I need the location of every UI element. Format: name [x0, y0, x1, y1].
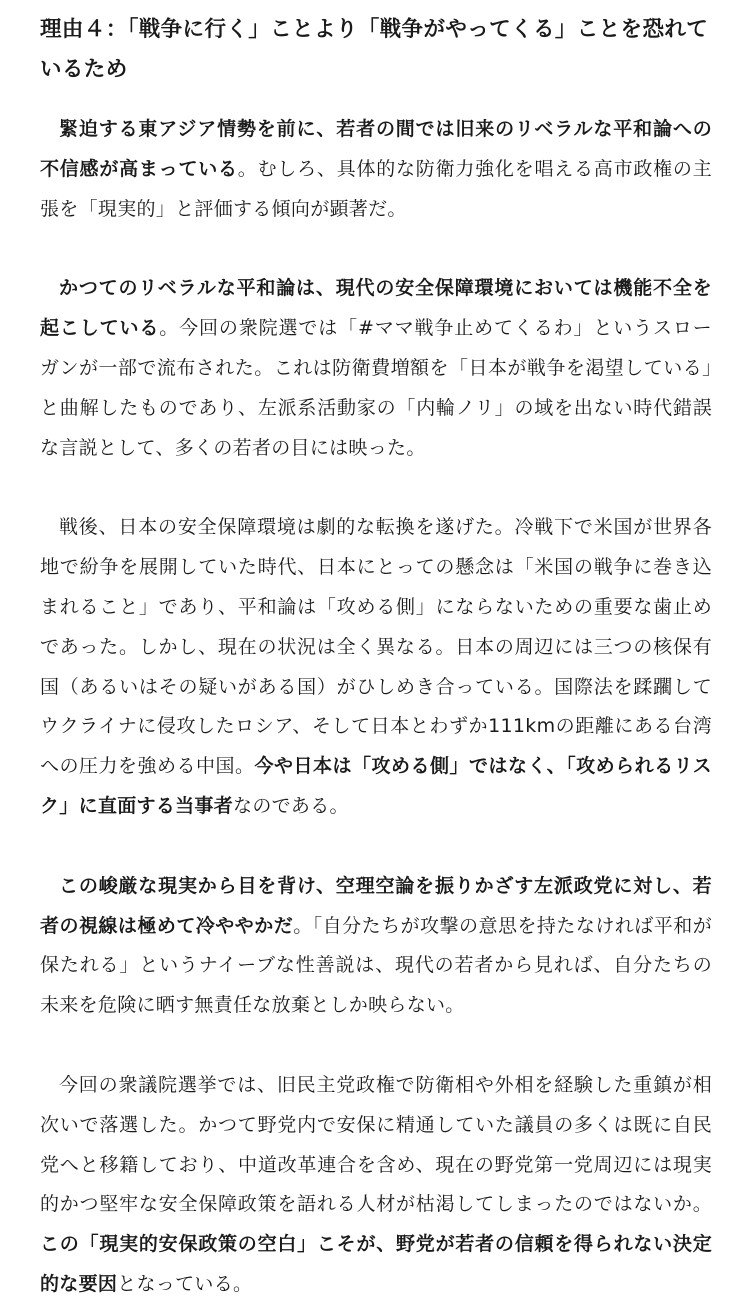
section-heading: 理由４：「戦争に行く」ことより「戦争がやってくる」ことを恐れているため [40, 17, 709, 82]
emphasis-text: この「現実的安保政策の空白」こそが、野党が若者の信頼を得られない決定的な要因 [40, 1233, 712, 1295]
body-text: 。今回の衆院選では「#ママ戦争止めてくるわ」というスローガンが一部で流布された。これは防衛費増額を「日本が戦争を渇望している」と曲解したものであり、左派系活動家の「内輪ノリ」の域を出ない時代錯誤な言説として、多くの若者の目には映った。 [40, 317, 712, 459]
paragraph-1 [40, 110, 712, 229]
body-text: 。「自分たちが攻撃の意思を持たなければ平和が保たれる」というナイーブな性善説は、現代の若者から見れば、自分たちの未来を危険に晒す無責任な放棄としか映らない。 [40, 914, 713, 1017]
body-text: 戦後、日本の安全保障環境は劇的な転換を遂げた。冷戦下で米国が世界各地で紛争を展開していた時代、日本にとっての懸念は「米国の戦争に巻き込まれること」であり、平和論は「攻める側」にならないための重要な歯止めであった。しかし、現在の状況は全く異なる。日本の周辺には三つの核保有国（あるいはその疑いがある国）がひしめき合っている。国際法を蹂躙してウクライナに侵攻したロシア、そして日本とわずか111kmの距離にある台湾への圧力を強める中国。 [40, 516, 712, 778]
paragraph-4 [40, 867, 712, 1026]
emphasis-text: 緊迫する東アジア情勢を前に、若者の間では旧来のリベラルな平和論への不信感が高まっている [40, 118, 712, 180]
paragraph-5 [40, 1066, 712, 1305]
body-text: 。むしろ、具体的な防衛力強化を唱える高市政権の主張を「現実的」と評価する傾向が顕著だ。 [40, 157, 712, 220]
body-text: となっている。 [117, 1272, 253, 1295]
body-text: なのである。 [233, 794, 349, 817]
paragraph-3 [40, 508, 712, 826]
emphasis-text: 今や日本は「攻める側」ではなく、「攻められるリスク」に直面する当事者 [40, 755, 712, 817]
emphasis-text: かつてのリベラルな平和論は、現代の安全保障環境においては機能不全を起こしている [40, 277, 712, 340]
body-text: 今回の衆議院選挙では、旧民主党政権で防衛相や外相を経験した重鎮が相次いで落選した。かつて野党内で安保に精通していた議員の多くは既に自民党へと移籍しており、中道改革連合を含め、現在の野党第一党周辺には現実的かつ堅牢な安全保障政策を語れる人材が枯渇してしまったのではないか。 [40, 1073, 712, 1216]
paragraph-2 [40, 269, 712, 468]
emphasis-text: この峻厳な現実から目を背け、空理空論を振りかざす左派政党に対し、若者の視線は極めて冷ややかだ [40, 874, 712, 937]
